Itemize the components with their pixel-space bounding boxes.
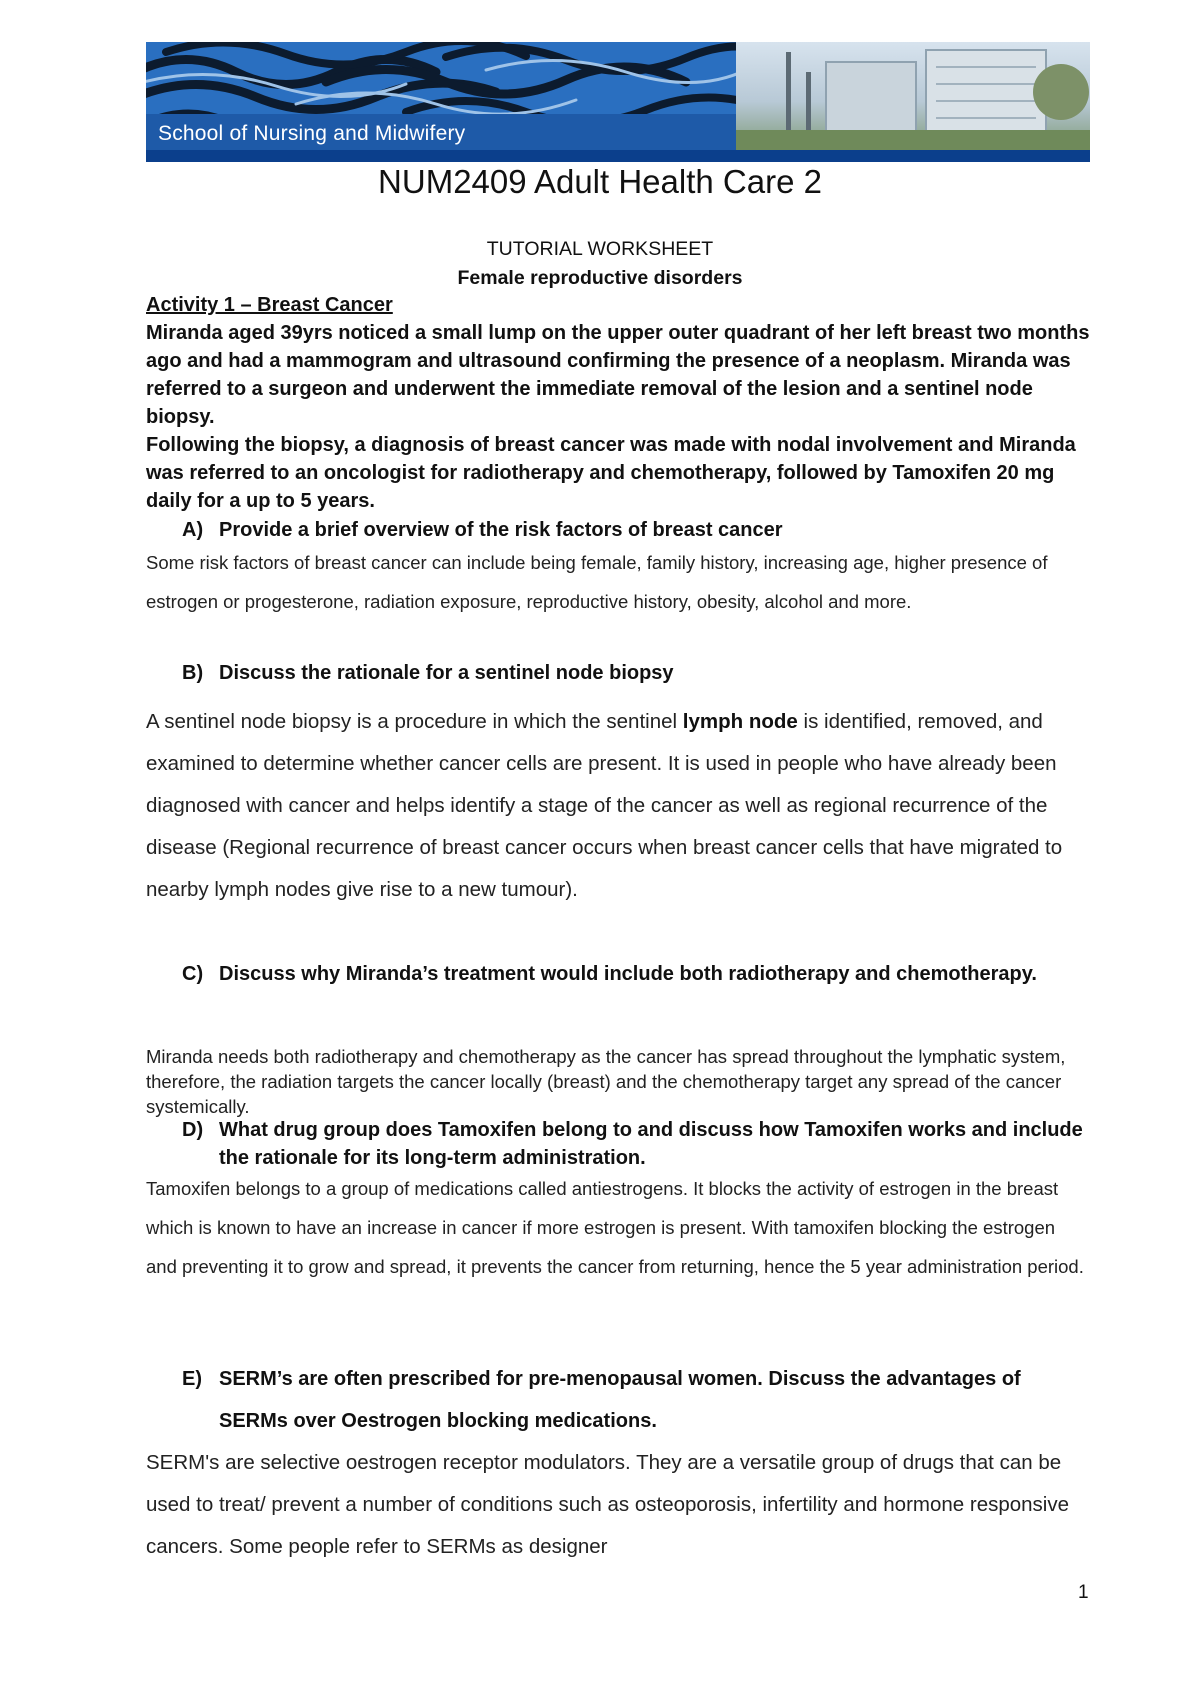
worksheet-title: TUTORIAL WORKSHEET — [486, 238, 714, 260]
banner-label: School of Nursing and Midwifery — [158, 122, 466, 145]
case-paragraph: Following the biopsy, a diagnosis of breast cancer was made with nodal involvement and Miranda was referred to an oncologist for radiotherapy and chemotherapy, followed by Tamoxifen 20 mg daily for a up to 5 years. — [146, 434, 1076, 512]
school-banner — [146, 42, 1090, 162]
answer-emphasis: lymph node — [682, 710, 798, 733]
answer-segment: is identified, removed, and examined to determine whether cancer cells are present. It is used in people who have already been diagnosed with cancer and helps identify a stage of the cancer as well as regional recurrence of the disease (Regional recurrence of breast cancer occurs when breast cancer cells that have migrated to nearby lymph nodes give rise to a new tumour). — [146, 710, 1063, 901]
answer-text: Tamoxifen belongs to a group of medications called antiestrogens. It blocks the activity of estrogen in the breast which is known to have an increase in cancer if more estrogen is present. With tamoxifen blocking the estrogen and preventing it to grow and spread, it prevents the cancer from returning, hence the 5 year administration period. — [146, 1178, 1084, 1277]
page-number: 1 — [1078, 1582, 1089, 1603]
course-title: NUM2409 Adult Health Care 2 — [378, 163, 822, 200]
activity-case — [146, 291, 1090, 515]
question-text: Provide a brief overview of the risk factors of breast cancer — [219, 519, 783, 541]
question-letter: D) — [182, 1119, 204, 1141]
case-paragraph: Miranda aged 39yrs noticed a small lump on the upper outer quadrant of her left breast two months ago and had a mammogram and ultrasound confirming the presence of a neoplasm. Miranda was referred to a surgeon and underwent the immediate removal of the lesion and a sentinel node biopsy. — [146, 322, 1090, 428]
topic-title: Female reproductive disorders — [457, 267, 743, 289]
answer-text: Some risk factors of breast cancer can include being female, family history, increasing age, higher presence of estrogen or progesterone, radiation exposure, reproductive history, obesity, alcohol and more. — [146, 552, 1048, 612]
question-letter: B) — [182, 662, 204, 684]
question-text: SERM’s are often prescribed for pre-menopausal women. Discuss the advantages of SERMs over Oestrogen blocking medications. — [219, 1368, 1021, 1432]
question-text: What drug group does Tamoxifen belong to and discuss how Tamoxifen works and include the rationale for its long-term administration. — [219, 1119, 1083, 1169]
activity-heading: Activity 1 – Breast Cancer — [146, 294, 393, 316]
answer-text: Miranda needs both radiotherapy and chemotherapy as the cancer has spread throughout the lymphatic system, therefore, the radiation targets the cancer locally (breast) and the chemotherapy target any spread of the cancer systemically. — [146, 1046, 1066, 1117]
answer-text — [146, 701, 1090, 911]
answer-text: SERM's are selective oestrogen receptor modulators. They are a versatile group of drugs that can be used to treat/ prevent a number of conditions such as osteoporosis, infertility and hormone responsive cancers. Some people refer to SERMs as designer — [146, 1451, 1070, 1558]
question-text: Discuss why Miranda’s treatment would include both radiotherapy and chemotherapy. — [219, 963, 1037, 985]
answer-segment: A sentinel node biopsy is a procedure in which the sentinel — [146, 710, 683, 733]
question-letter: C) — [182, 963, 204, 985]
question-letter: A) — [182, 519, 204, 541]
question-letter: E) — [182, 1368, 202, 1390]
question-text: Discuss the rationale for a sentinel node biopsy — [219, 662, 674, 684]
